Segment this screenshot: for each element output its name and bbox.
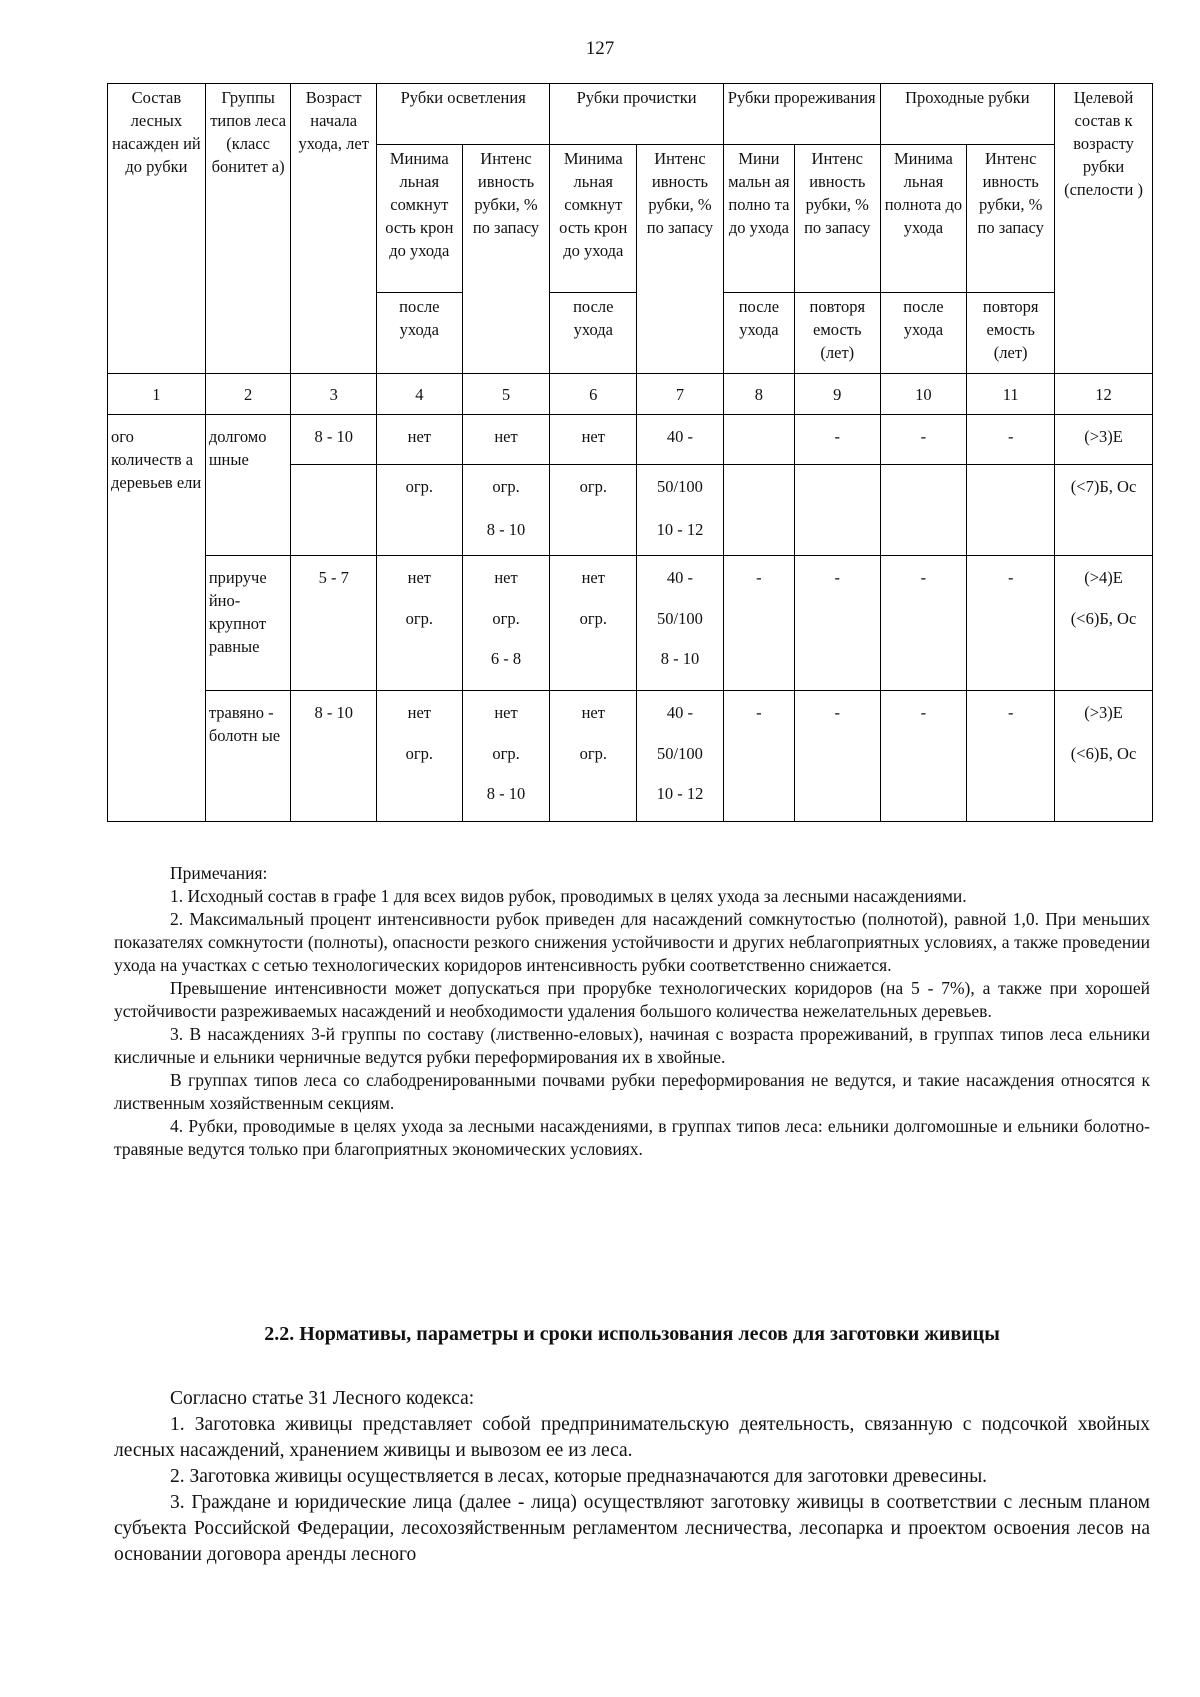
c4-value: нет: [407, 703, 431, 722]
c5-value: нет: [494, 703, 518, 722]
c5-value: 8 - 10: [486, 784, 526, 803]
c7-value: 50/100: [657, 744, 703, 763]
c10-cell: [880, 465, 967, 556]
c5-cell: [462, 465, 550, 556]
c5-value: 6 - 8: [490, 649, 522, 668]
c7-cell: 40 -: [637, 415, 724, 465]
header-intensity-2: Интенс ивность рубки, % по запасу: [637, 145, 724, 374]
col-num: 5: [462, 374, 550, 415]
col-num: 6: [550, 374, 637, 415]
c12-cell: [1055, 691, 1153, 822]
col-num: 11: [967, 374, 1055, 415]
header-after-care-4: после ухода: [880, 293, 967, 374]
table-row: [108, 691, 1153, 822]
header-after-care-1: после ухода: [377, 293, 463, 374]
c6-value: огр.: [579, 744, 607, 763]
c8-cell: -: [723, 556, 794, 691]
c5-value: огр.: [492, 477, 520, 497]
c8-cell: -: [723, 691, 794, 822]
header-cleaning-cuts: Рубки прочистки: [550, 84, 723, 145]
c7-value: 10 - 12: [656, 784, 704, 803]
note-3: 3. В насаждениях 3-й группы по составу (лиственно-еловых), начиная с возраста прореживаний, в группах типов леса ельники кисличные и ельники черничные ведутся рубки переформирования их в хвойные.: [114, 1024, 1150, 1067]
c10-cell: -: [880, 556, 967, 691]
c6-cell: огр.: [550, 465, 637, 556]
c12-cell: [1055, 556, 1153, 691]
c11-cell: -: [967, 556, 1055, 691]
header-min-closure-before-1: Минима льная сомкнут ость крон до ухода: [377, 145, 463, 293]
c7-cell: [637, 556, 724, 691]
header-intensity-3: Интенс ивность рубки, % по запасу: [794, 145, 880, 293]
c11-cell: [967, 465, 1055, 556]
c10-cell: -: [880, 415, 967, 465]
c12-cell: (>3)Е: [1055, 415, 1153, 465]
age-cell: [291, 465, 377, 556]
c6-value: огр.: [579, 609, 607, 628]
header-target-composition: Целевой состав к возрасту рубки (спелости ): [1055, 84, 1153, 374]
c6-value: нет: [581, 703, 605, 722]
c12-value: (>3)Е: [1084, 703, 1123, 722]
section-heading: 2.2. Нормативы, параметры и сроки использования лесов для заготовки живицы: [264, 1323, 1000, 1345]
c6-cell: [550, 691, 637, 822]
note-1: 1. Исходный состав в графе 1 для всех видов рубок, проводимых в целях ухода за лесными насаждениями.: [170, 886, 967, 906]
group-cell: травяно - болотн ые: [205, 691, 291, 822]
header-passage-cuts: Проходные рубки: [880, 84, 1055, 145]
c4-cell: [377, 556, 463, 691]
col-num: 1: [108, 374, 206, 415]
section-intro: Согласно статье 31 Лесного кодекса:: [170, 1388, 475, 1409]
c4-value: огр.: [405, 744, 434, 763]
table-row: [108, 556, 1153, 691]
section-paragraph-1: 1. Заготовка живицы представляет собой предпринимательскую деятельность, связанную с подсочкой хвойных лесных насаждений, хранением живицы и вывозом ее из леса.: [114, 1414, 1150, 1461]
c7-cell: [637, 691, 724, 822]
c9-cell: [794, 465, 880, 556]
note-3b: В группах типов леса со слабодренированными почвами рубки переформирования не ведутся, и такие насаждения относятся к лиственным хозяйственным секциям.: [114, 1070, 1150, 1113]
header-min-density-before-4: Минима льная полнота до ухода: [880, 145, 967, 293]
c9-cell: -: [794, 556, 880, 691]
c7-cell: [637, 465, 724, 556]
c10-cell: -: [880, 691, 967, 822]
c7-value: 10 - 12: [656, 520, 704, 540]
table-notes: [114, 862, 1150, 1161]
c8-cell: [723, 415, 794, 465]
c9-cell: -: [794, 691, 880, 822]
c6-cell: [550, 556, 637, 691]
header-min-closure-before-2: Минима льная сомкнут ость крон до ухода: [550, 145, 637, 293]
age-cell: 8 - 10: [291, 415, 377, 465]
col-num: 8: [723, 374, 794, 415]
c4-value: огр.: [405, 609, 434, 628]
c9-cell: -: [794, 415, 880, 465]
col-num: 4: [377, 374, 463, 415]
col-num: 3: [291, 374, 377, 415]
note-2b: Превышение интенсивности может допускаться при прорубке технологических коридоров (на 5 - 7%), а также при хорошей устойчивости разреживаемых насаждений и необходимости удаления большого количества нежелательных деревьев.: [114, 978, 1150, 1021]
c7-value: 50/100: [657, 477, 703, 497]
header-lighting-cuts: Рубки осветления: [377, 84, 550, 145]
c5-cell: [462, 691, 550, 822]
c5-cell: [462, 556, 550, 691]
c12-value: (<6)Б, Ос: [1070, 609, 1137, 628]
header-thinning-cuts: Рубки прореживания: [723, 84, 880, 145]
header-row-groups: [108, 84, 1153, 145]
header-intensity-1: Интенс ивность рубки, % по запасу: [462, 145, 550, 374]
c5-value: огр.: [492, 744, 520, 763]
c5-cell: нет: [462, 415, 550, 465]
c12-cell: (<7)Б, Ос: [1055, 465, 1153, 556]
c6-cell: нет: [550, 415, 637, 465]
c7-value: 40 -: [666, 703, 694, 722]
composition-cell: ого количеств а деревьев ели: [108, 415, 206, 822]
c4-cell: огр.: [377, 465, 463, 556]
c7-value: 50/100: [657, 609, 703, 628]
header-start-age: Возраст начала ухода, лет: [291, 84, 377, 374]
header-repeat-4: повторя емость (лет): [967, 293, 1055, 374]
c7-value: 8 - 10: [660, 649, 700, 668]
age-cell: 8 - 10: [291, 691, 377, 822]
col-num: 9: [794, 374, 880, 415]
section-paragraph-2: 2. Заготовка живицы осуществляется в лесах, которые предназначаются для заготовки древесины.: [170, 1466, 988, 1487]
col-num: 10: [880, 374, 967, 415]
header-forest-type-group: Группы типов леса (класс бонитет а): [205, 84, 291, 374]
c5-value: 8 - 10: [486, 520, 526, 540]
section-paragraph-3: 3. Граждане и юридические лица (далее - лица) осуществляют заготовку живицы в соответствии с лесным планом субъекта Российской Федерации, лесохозяйственным регламентом лесничества, лесопарка и проектом освоения лесов на основании договора аренды лесного: [114, 1492, 1150, 1565]
age-cell: 5 - 7: [291, 556, 377, 691]
header-after-care-2: после ухода: [550, 293, 637, 374]
c7-value: 40 -: [666, 568, 694, 587]
c5-value: огр.: [492, 609, 520, 628]
header-repeat-3: повторя емость (лет): [794, 293, 880, 374]
note-4: 4. Рубки, проводимые в целях ухода за лесными насаждениями, в группах типов леса: ельники долгомошные и ельники болотно-травяные ведутся только при благоприятных экономических условиях.: [114, 1116, 1150, 1159]
group-cell: прируче йно- крупнот равные: [205, 556, 291, 691]
c11-cell: -: [967, 691, 1055, 822]
c6-value: нет: [581, 568, 605, 587]
group-cell: долгомо шные: [205, 415, 291, 556]
section-body: [114, 1386, 1150, 1568]
header-min-density-before-3: Мини мальн ая полно та до ухода: [723, 145, 794, 293]
column-number-row: [108, 374, 1153, 415]
col-num: 2: [205, 374, 291, 415]
c8-cell: [723, 465, 794, 556]
page-number: 127: [585, 38, 615, 59]
notes-title: Примечания:: [170, 863, 268, 883]
header-intensity-4: Интенс ивность рубки, % по запасу: [967, 145, 1055, 293]
col-num: 7: [637, 374, 724, 415]
c4-cell: [377, 691, 463, 822]
header-after-care-3: после ухода: [723, 293, 794, 374]
thinning-norms-table: [107, 83, 1153, 822]
col-num: 12: [1055, 374, 1153, 415]
c4-cell: нет: [377, 415, 463, 465]
c12-value: (<6)Б, Ос: [1070, 744, 1137, 763]
c11-cell: -: [967, 415, 1055, 465]
table-row: [108, 415, 1153, 465]
c12-value: (>4)Е: [1084, 568, 1123, 587]
c5-value: нет: [494, 568, 518, 587]
note-2: 2. Максимальный процент интенсивности рубок приведен для насаждений сомкнутостью (полнотой), равной 1,0. При меньших показателях сомкнутости (полноты), опасности резкого снижения устойчивости и других неблагоприятных условиях, а также проведении ухода на участках с сетью технологических коридоров интенсивность рубки соответственно снижается.: [114, 909, 1150, 975]
c4-value: нет: [407, 568, 431, 587]
header-composition: Состав лесных насажден ий до рубки: [108, 84, 206, 374]
